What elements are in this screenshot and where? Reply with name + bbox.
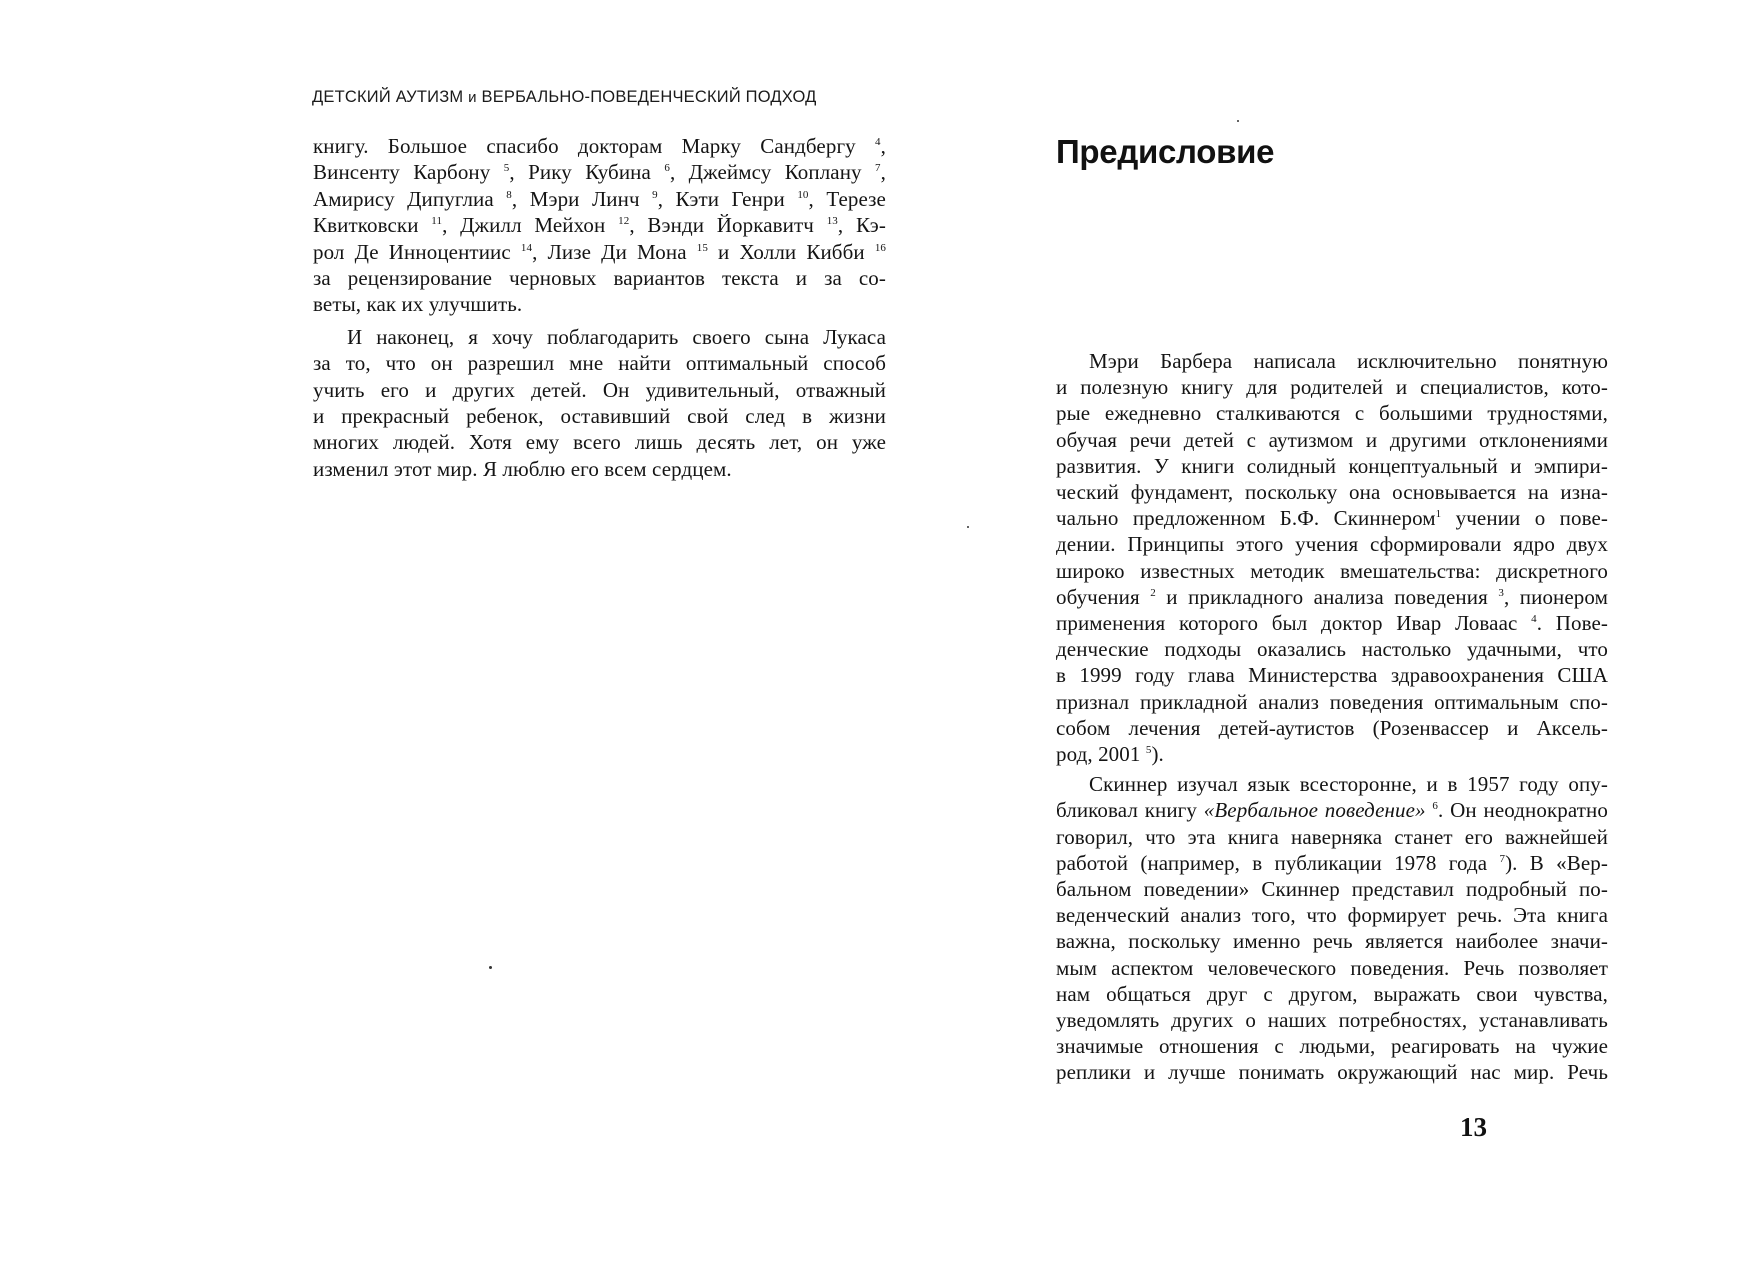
footnote-ref: 13 [826, 215, 838, 228]
text-line: изменил этот мир. Я люблю его всем сердцем. [313, 456, 732, 481]
footnote-ref: 2 [1150, 586, 1156, 599]
running-head-part2: и [468, 89, 477, 106]
text-line: многих людей. Хотя ему всего лишь десять лет, он уже [313, 430, 886, 455]
right-paragraph-1 [1056, 348, 1608, 767]
footnote-ref: 6 [664, 162, 670, 175]
text-line: обучения $^2$ и прикладного анализа поведения $^3$, пионером [1056, 584, 1608, 609]
text-line: денческие подходы оказались настолько удачными, что [1056, 637, 1608, 662]
chapter-title: Предисловие [1056, 133, 1275, 170]
text-line: веты, как их улучшить. [313, 292, 523, 317]
running-head-part3: ВЕРБАЛЬНО-ПОВЕДЕНЧЕСКИЙ ПОДХОД [481, 88, 817, 106]
footnote-ref: 1 [1435, 508, 1442, 521]
footnote-ref: 9 [652, 188, 658, 201]
text-line: веденческий анализ того, что формирует речь. Эта книга [1056, 903, 1608, 928]
left-paragraph-1 [313, 133, 886, 318]
page-number: 13 [1460, 1112, 1487, 1142]
footnote-ref: 14 [520, 241, 533, 254]
running-head [312, 88, 872, 107]
footnote-ref: 7 [1499, 852, 1506, 865]
text-line: за рецензирование черновых вариантов текста и за со- [313, 266, 886, 291]
footnote-ref: 5 [503, 162, 510, 175]
text-line: за то, что он разрешил мне найти оптимальный способ [313, 351, 886, 376]
footnote-ref: 16 [874, 241, 887, 254]
left-paragraph-2 [313, 324, 886, 482]
text-line: ческий фундамент, поскольку она основывается на изна- [1056, 480, 1608, 505]
text-line: важна, поскольку именно речь является наиболее значи- [1056, 929, 1608, 954]
text-line: рые ежедневно сталкиваются с большими трудностями, [1056, 401, 1608, 426]
text-line: широко известных методик вмешательства: дискретного [1056, 558, 1608, 583]
right-page [874, 0, 1754, 1275]
text-line: говорил, что эта книга наверняка станет его важнейшей [1056, 824, 1608, 849]
text-line: в 1999 году глава Министерства здравоохранения США [1056, 663, 1608, 688]
footnote-ref: 11 [431, 215, 443, 228]
right-paragraph-2 [1056, 771, 1608, 1085]
text-line: мым аспектом человеческого поведения. Речь позволяет [1056, 955, 1608, 980]
text-line: уведомлять других о наших потребностях, устанавливать [1056, 1008, 1608, 1033]
scan-speck [489, 966, 492, 969]
text-line: и полезную книгу для родителей и специалистов, кото- [1056, 375, 1608, 400]
footnote-ref: 8 [506, 188, 512, 201]
text-line: Амирису Дипуглиа $^8$, Мэри Линч $^9$, Кэти Генри $^{10}$, Терезе [313, 186, 886, 211]
footnote-ref: 6 [1432, 800, 1439, 813]
text-line: нам общаться друг с другом, выражать свои чувства, [1056, 981, 1608, 1006]
footnote-ref: 4 [1531, 613, 1537, 626]
footnote-ref: 7 [875, 162, 881, 175]
footnote-ref: 10 [797, 188, 809, 201]
footnote-ref: 12 [618, 215, 630, 228]
text-line: Квитковски $^{11}$, Джилл Мейхон $^{12}$, Вэнди Йоркавитч $^{13}$, Кэ- [313, 213, 886, 238]
text-line: род, 2001 $^5$). [1056, 742, 1164, 767]
text-line: чально предложенном Б.Ф. Скиннером$^1$ учении о пове- [1056, 506, 1608, 531]
footnote-ref: 5 [1145, 744, 1152, 757]
scan-speck [1237, 120, 1239, 122]
text-line: работой (например, в публикации 1978 года $^7$). В «Вер- [1056, 850, 1608, 875]
text-line: Мэри Барбера написала исключительно понятную [1089, 349, 1608, 373]
text-line: развития. У книги солидный концептуальный и эмпири- [1056, 453, 1608, 478]
text-line: реплики и лучше понимать окружающий нас мир. Речь [1056, 1060, 1608, 1085]
footnote-ref: 15 [696, 241, 708, 254]
text-line: значимые отношения с людьми, реагировать на чужие [1056, 1034, 1608, 1059]
text-line: дении. Принципы этого учения сформировали ядро двух [1056, 532, 1608, 557]
text-line: признал прикладной анализ поведения оптимальным спо- [1056, 689, 1608, 714]
text-line: и прекрасный ребенок, оставивший свой след в жизни [313, 404, 886, 429]
text-line: учить его и других детей. Он удивительный, отважный [313, 377, 886, 402]
right-body-text [1056, 348, 1608, 1090]
left-body-text [313, 133, 886, 488]
footnote-ref: 4 [875, 136, 881, 148]
text-line: рол Де Инноцентиис $^{14}$, Лизе Ди Мона $^{15}$ и Холли Кибби $^{16}$ [313, 239, 887, 264]
footnote-ref: 3 [1498, 586, 1504, 599]
running-head-part1: ДЕТСКИЙ АУТИЗМ [312, 88, 464, 106]
text-line: И наконец, я хочу поблагодарить своего сына Лукаса [347, 324, 886, 349]
book-title-italic: «Вербальное поведение» [1203, 798, 1426, 823]
text-line: обучая речи детей с аутизмом и другими отклонениями [1056, 427, 1608, 452]
text-line: Винсенту Карбону $^5$, Рику Кубина $^6$, Джеймсу Коплану $^7$, [313, 160, 887, 185]
text-line: Скиннер изучал язык всесторонне, и в 1957 году опу- [1089, 772, 1608, 797]
text-line: собом лечения детей-аутистов (Розенвассер и Аксель- [1056, 715, 1608, 740]
scan-speck [967, 526, 969, 528]
text-line: применения которого был доктор Ивар Ловаас $^4$. Пове- [1056, 611, 1608, 636]
text-line: бликовал книгу «Вербальное поведение» $^6$. Он неоднократно [1056, 798, 1608, 823]
text-line: книгу. Большое спасибо докторам Марку Сандбергу $^4$, [313, 134, 886, 158]
text-line: бальном поведении» Скиннер представил подробный по- [1056, 877, 1608, 902]
